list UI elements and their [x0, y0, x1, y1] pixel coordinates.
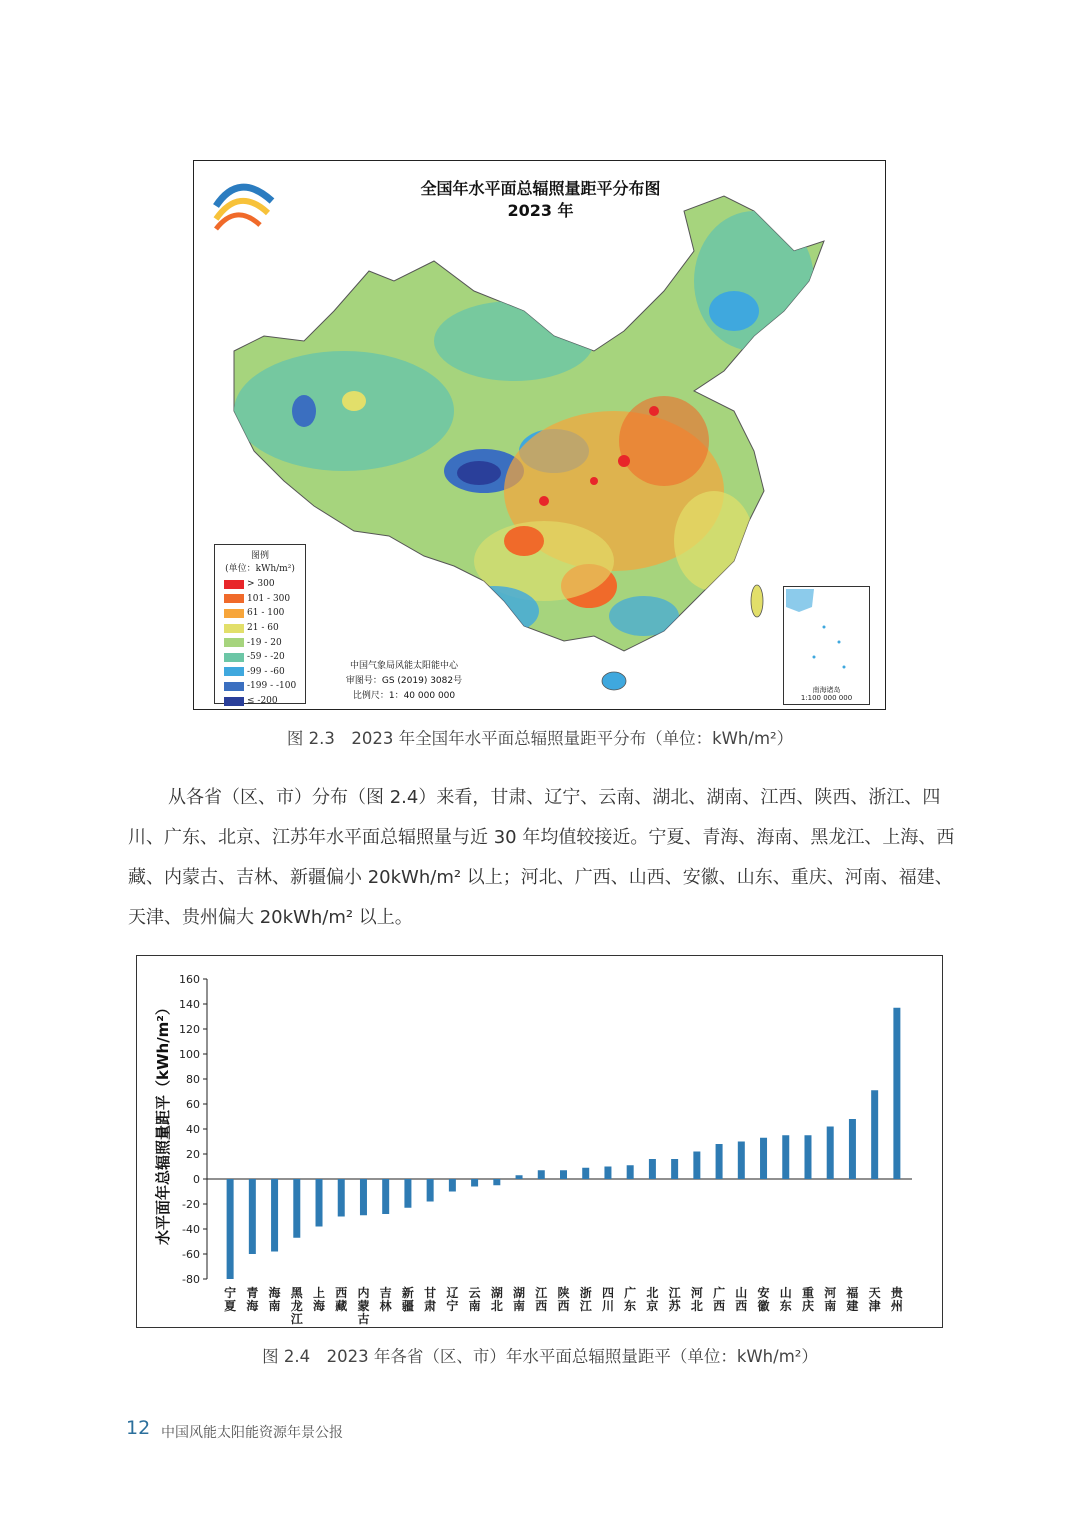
- legend-item: [215, 665, 305, 680]
- legend-label: 61 - 100: [247, 608, 285, 619]
- y-tick-label: 20: [186, 1148, 200, 1161]
- footer-title: 中国风能太阳能资源年景公报: [161, 1425, 343, 1441]
- y-tick-label: -20: [182, 1198, 200, 1211]
- x-tick-label: 宁夏: [224, 1286, 237, 1313]
- y-tick-label: -40: [182, 1223, 200, 1236]
- x-tick-label: 四川: [601, 1286, 614, 1313]
- legend-label: -19 - 20: [247, 637, 282, 648]
- y-tick-label: 0: [193, 1173, 200, 1186]
- bar: [427, 1179, 434, 1202]
- x-tick-label: 贵州: [890, 1286, 903, 1313]
- x-tick-label: 天津: [868, 1286, 881, 1313]
- x-tick-label: 湖南: [513, 1286, 526, 1313]
- bar: [738, 1142, 745, 1180]
- legend-label: -59 - -20: [247, 652, 285, 663]
- bar: [249, 1179, 256, 1254]
- x-tick-label: 安徽: [757, 1286, 770, 1313]
- figure-2-3-caption: 图 2.3 2023 年全国年水平面总辐照量距平分布（单位：kWh/m²）: [286, 729, 794, 748]
- legend-swatch: [224, 682, 244, 691]
- inset-label: [784, 686, 869, 702]
- x-tick-label: 新疆: [401, 1286, 414, 1313]
- bar: [693, 1152, 700, 1180]
- bar: [360, 1179, 367, 1215]
- legend-title: 图例: [250, 551, 269, 561]
- bar: [382, 1179, 389, 1214]
- bar: [538, 1170, 545, 1179]
- legend-swatch: [224, 609, 244, 618]
- legend-swatch: [224, 624, 244, 633]
- legend-unit: (单位：kWh/m²): [225, 564, 295, 574]
- inset-title: 南海诸岛: [812, 686, 841, 694]
- bar: [560, 1170, 567, 1179]
- bar: [271, 1179, 278, 1252]
- bar: [782, 1135, 789, 1179]
- legend-item: [215, 650, 305, 665]
- legend-swatch: [224, 580, 244, 589]
- bar: [760, 1138, 767, 1179]
- legend-label: 101 - 300: [247, 593, 291, 604]
- x-tick-label: 江苏: [668, 1286, 681, 1313]
- y-tick-label: 100: [179, 1048, 200, 1061]
- bar: [316, 1179, 323, 1227]
- legend-swatch: [224, 653, 244, 662]
- x-tick-label: 福建: [846, 1286, 859, 1313]
- x-tick-label: 山西: [735, 1286, 748, 1313]
- x-tick-label: 吉林: [379, 1286, 392, 1313]
- x-tick-label: 河南: [824, 1286, 837, 1313]
- bar-chart: [137, 956, 942, 1327]
- inset-graphic: [784, 587, 869, 687]
- south-sea-inset: [783, 586, 870, 705]
- x-tick-label: 青海: [246, 1286, 259, 1313]
- credit-scale: 比例尺：1：40 000 000: [352, 691, 456, 701]
- x-tick-label: 山东: [779, 1286, 792, 1313]
- legend-swatch: [224, 697, 244, 706]
- legend-item: [215, 635, 305, 650]
- bar: [627, 1165, 634, 1179]
- inset-scale: 1:100 000 000: [800, 694, 853, 702]
- x-tick-label: 湖北: [490, 1286, 503, 1313]
- credit-org: 中国气象局风能太阳能中心: [349, 661, 458, 671]
- x-tick-label: 黑龙江: [290, 1286, 303, 1326]
- legend-swatch: [224, 667, 244, 676]
- x-tick-label: 上海: [313, 1286, 326, 1313]
- bar: [604, 1167, 611, 1180]
- map-credits: [334, 659, 474, 704]
- x-tick-label: 内蒙古: [357, 1286, 370, 1326]
- x-tick-label: 西藏: [335, 1286, 348, 1313]
- x-tick-label: 浙江: [579, 1286, 592, 1313]
- x-tick-label: 广东: [624, 1286, 637, 1313]
- figure-2-4-caption: 图 2.4 2023 年各省（区、市）年水平面总辐照量距平（单位：kWh/m²）: [262, 1347, 818, 1366]
- bar: [471, 1179, 478, 1187]
- x-tick-label: 广西: [713, 1286, 726, 1313]
- bar-chart-frame: [136, 955, 943, 1328]
- page-number: 12: [126, 1417, 151, 1439]
- bar: [849, 1119, 856, 1179]
- bar: [649, 1159, 656, 1179]
- x-tick-label: 北京: [646, 1286, 659, 1313]
- bar: [449, 1179, 456, 1192]
- bar: [338, 1179, 345, 1217]
- x-tick-label: 河北: [690, 1286, 703, 1313]
- x-tick-label: 辽宁: [446, 1286, 459, 1313]
- y-tick-label: 60: [186, 1098, 200, 1111]
- legend-label: -199 - -100: [247, 681, 297, 692]
- legend-label: > 300: [247, 579, 275, 590]
- bar: [582, 1168, 589, 1179]
- legend-swatch: [224, 638, 244, 647]
- legend-item: [215, 694, 305, 709]
- bar: [827, 1127, 834, 1180]
- legend-item: [215, 679, 305, 694]
- body-paragraph: 从各省（区、市）分布（图 2.4）来看，甘肃、辽宁、云南、湖北、湖南、江西、陕西、浙江、四川、广东、北京、江苏年水平面总辐照量与近 30 年均值较接近。宁夏、青海、海南、黑龙江、上海、西藏、内蒙古、吉林、新疆偏小 20kWh/m² 以上；河北、广西、山西、安徽、山东、重庆、河南、福建、天津、贵州偏大 20kWh/m² 以上。: [128, 787, 955, 928]
- y-tick-label: -80: [182, 1273, 200, 1286]
- y-tick-label: 160: [179, 973, 200, 986]
- map-year: 2023 年: [507, 201, 574, 220]
- legend-label: 21 - 60: [247, 623, 279, 634]
- bar: [871, 1090, 878, 1179]
- y-tick-label: 80: [186, 1073, 200, 1086]
- legend-item: [215, 621, 305, 636]
- credit-review: 审图号：GS (2019) 3082号: [345, 676, 463, 686]
- map-title: 全国年水平面总辐照量距平分布图: [420, 179, 661, 198]
- map-figure: [193, 160, 886, 710]
- legend-item: [215, 606, 305, 621]
- x-tick-label: 江西: [535, 1286, 548, 1313]
- map-legend: [214, 544, 306, 707]
- legend-label: -99 - -60: [247, 666, 285, 677]
- x-tick-label: 陕西: [557, 1286, 570, 1313]
- y-tick-label: 120: [179, 1023, 200, 1036]
- bar: [804, 1135, 811, 1179]
- y-tick-label: 140: [179, 998, 200, 1011]
- bar: [893, 1008, 900, 1179]
- y-tick-label: 40: [186, 1123, 200, 1136]
- legend-item: [215, 577, 305, 592]
- bar: [493, 1179, 500, 1185]
- bar: [516, 1175, 523, 1179]
- x-tick-label: 云南: [468, 1286, 481, 1313]
- bar: [404, 1179, 411, 1208]
- legend-label: ≤ -200: [247, 696, 278, 707]
- x-tick-label: 重庆: [801, 1286, 814, 1313]
- bar: [671, 1159, 678, 1179]
- legend-item: [215, 592, 305, 607]
- bar: [227, 1179, 234, 1279]
- chart-y-axis-label: 水平面年总辐照量距平（kWh/m²）: [154, 1000, 172, 1245]
- bar: [293, 1179, 300, 1238]
- x-tick-label: 海南: [268, 1286, 281, 1313]
- x-tick-label: 甘肃: [424, 1286, 437, 1313]
- legend-swatch: [224, 594, 244, 603]
- bar: [716, 1144, 723, 1179]
- y-tick-label: -60: [182, 1248, 200, 1261]
